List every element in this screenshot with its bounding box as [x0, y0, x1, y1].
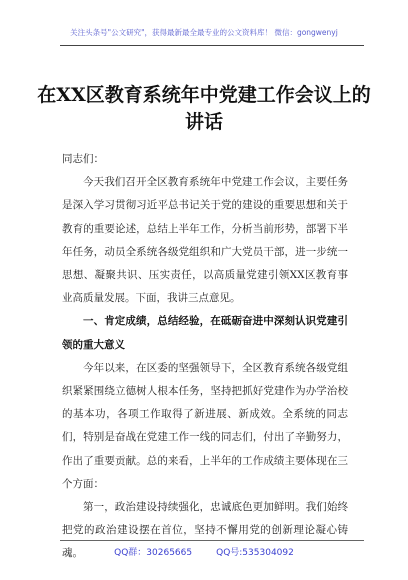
- document-body: [62, 148, 348, 566]
- qq-group-link[interactable]: QQ群：30265665: [114, 548, 193, 558]
- document-title: 在XX区教育系统年中党建工作会议上的讲话: [37, 84, 371, 133]
- section-heading: 一、肯定成绩，总结经验，在砥砺奋进中深刻认识党建引领的重大意义: [62, 315, 348, 351]
- footer-divider: [60, 540, 364, 541]
- body-paragraph: 第一，政治建设持续强化，忠诚底色更加鲜明。我们始终把党的政治建设摆在首位，坚持不懈用党的创新理论凝心铸魂。: [62, 501, 348, 560]
- header-divider: [60, 45, 364, 46]
- body-paragraph: 今年以来，在区委的坚强领导下，全区教育系统各级党组织紧紧围绕立德树人根本任务，坚持把抓好党建作为办学治校的基本功，各项工作取得了新进展、新成效。全系统的同志们，特别是奋战在党建工作一线的同志们，付出了辛勤努力，作出了重要贡献。总的来看，上半年的工作成绩主要体现在三个方面：: [62, 361, 348, 490]
- footer-contact: [0, 545, 408, 558]
- intro-paragraph: 今天我们召开全区教育系统年中党建工作会议，主要任务是深入学习贯彻习近平总书记关于党的建设的重要思想和关于教育的重要论述，总结上半年工作，分析当前形势，部署下半年任务，动员全系统各级党组织和广大党员干部，进一步统一思想、凝聚共识、压实责任，以高质量党建引领XX区教育事业高质量发展。下面，我讲三点意见。: [62, 176, 348, 305]
- header-notice: 关注头条号"公文研究"，获得最新最全最专业的公文资料库！ 微信：gongwenyj: [70, 28, 338, 37]
- salutation: 同志们：: [62, 153, 104, 165]
- qq-number-link[interactable]: QQ号:535304092: [216, 548, 294, 558]
